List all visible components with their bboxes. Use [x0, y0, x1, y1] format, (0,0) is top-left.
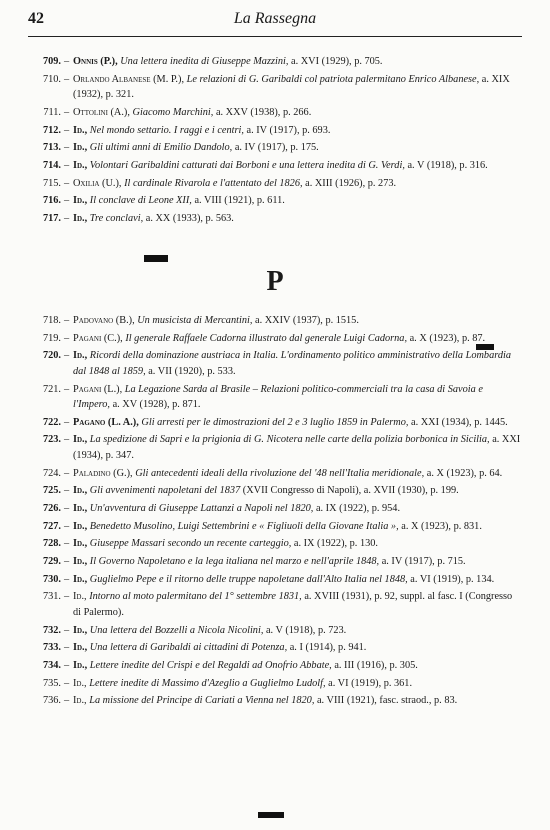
entry-citation: a. XVIII (1931), p. 92, suppl. al fasc. I (Congresso di Palermo).: [73, 591, 513, 618]
entry-author: Id.,: [73, 573, 88, 585]
entry-citation: a. VI (1919), p. 361.: [328, 677, 413, 689]
entry-body: [73, 519, 522, 535]
entry-body: [73, 415, 522, 431]
entry-title: Giuseppe Massari secondo un recente carteggio,: [89, 538, 292, 550]
entry-citation: a. XIX (1932), p. 321.: [73, 73, 510, 101]
entry-number: 733.: [42, 642, 61, 654]
entry-citation: a. IV (1917), p. 715.: [381, 556, 466, 568]
entry-title: Gli ultimi anni di Emilio Dandolo,: [89, 142, 233, 154]
bibliography-entry: [28, 572, 522, 588]
entry-citation: a. VIII (1921), p. 611.: [194, 195, 285, 207]
entry-number: 728.: [42, 538, 61, 550]
entry-title: Un musicista di Mercantini,: [137, 315, 253, 326]
entry-author: Id.,: [73, 485, 88, 497]
entry-number: 723.: [42, 434, 61, 446]
entry-dash: –: [64, 159, 70, 171]
page-number: 42: [28, 10, 44, 27]
entry-title: La spedizione di Sapri e la prigionia di G. Nicotera nelle carte della polizia borbonica in Sicilia,: [89, 434, 490, 446]
bibliography-entry: [28, 536, 522, 552]
entry-number: 713.: [42, 142, 61, 154]
entry-title: Il conclave di Leone XII,: [89, 195, 192, 207]
entry-number: 729.: [42, 556, 61, 568]
entry-body: [73, 382, 522, 413]
entry-number: 736.: [42, 695, 61, 707]
entry-dash: –: [64, 503, 70, 514]
bibliography-entry: [28, 123, 522, 139]
entry-body: [73, 623, 522, 639]
entry-title: Benedetto Musolino, Luigi Settembrini e « Figliuoli della Giovane Italia »,: [89, 520, 399, 532]
entry-author: Orlando Albanese (M. P.),: [73, 73, 185, 85]
ink-mark: [476, 344, 494, 350]
entry-dash: –: [64, 556, 70, 568]
entry-dash: –: [64, 520, 70, 532]
entry-author: Id.,: [73, 642, 88, 654]
entry-citation: a. IX (1922), p. 954.: [315, 503, 401, 514]
entry-author: Onnis (P.),: [73, 56, 118, 67]
entry-dash: –: [64, 142, 70, 154]
entry-body: [73, 501, 522, 517]
entry-body: [73, 466, 522, 482]
entry-citation: a. VII (1920), p. 533.: [148, 365, 236, 377]
entry-dash: –: [64, 383, 70, 395]
entry-number: 721.: [42, 383, 61, 395]
entry-body: [73, 658, 522, 674]
entry-body: [73, 176, 522, 192]
bibliography-entry: [28, 140, 522, 156]
entry-body: [73, 72, 522, 103]
entry-author: Id.,: [73, 159, 88, 171]
entry-author: Oxilia (U.),: [73, 177, 122, 189]
entry-title: Nel mondo settario. I raggi e i centri,: [89, 124, 244, 136]
entry-citation: a. XXI (1934), p. 1445.: [411, 416, 508, 428]
entry-title: Una lettera inedita di Giuseppe Mazzini,: [120, 56, 289, 67]
entry-author: Id.,: [73, 556, 88, 568]
bibliography-entry: [28, 415, 522, 431]
entry-dash: –: [64, 73, 70, 85]
entry-title: Ricordi della dominazione austriaca in Italia. L'ordinamento politico amministrativo della Lombardia dal 1848 al 1859,: [73, 350, 512, 377]
entry-citation: a. X (1923), p. 87.: [409, 332, 486, 344]
entry-number: 709.: [42, 56, 61, 67]
entry-body: [73, 536, 522, 552]
entry-title: Guglielmo Pepe e il ritorno delle truppe napoletane dall'Alto Italia nel 1848,: [89, 573, 408, 585]
entry-number: 725.: [42, 485, 61, 497]
entry-body: [73, 123, 522, 139]
entry-dash: –: [64, 56, 70, 67]
entry-title: Il generale Raffaele Cadorna illustrato dal generale Luigi Cadorna,: [125, 332, 408, 344]
bibliography-entry: [28, 72, 522, 103]
entry-title: Volontari Garibaldini catturati dai Borboni e una lettera inedita di G. Verdi,: [89, 159, 405, 171]
entry-author: Id.,: [73, 695, 87, 707]
entry-dash: –: [64, 538, 70, 550]
entry-citation: (XVII Congresso di Napoli), a. XVII (1930), p. 199.: [242, 485, 459, 497]
bibliography-entry: [28, 483, 522, 499]
entry-author: Id.,: [73, 434, 88, 446]
entry-author: Id.,: [73, 142, 88, 154]
entry-number: 720.: [42, 350, 61, 362]
entry-title: Gli avvenimenti napoletani del 1837: [89, 485, 241, 497]
entry-author: Pagani (C.),: [73, 332, 123, 344]
section-letter: P: [266, 266, 284, 297]
entry-author: Id.,: [73, 591, 87, 603]
entry-body: [73, 158, 522, 174]
bibliography-entry: [28, 658, 522, 674]
entry-number: 717.: [42, 213, 61, 224]
entry-citation: a. XVI (1929), p. 705.: [291, 56, 383, 67]
entry-author: Id.,: [73, 124, 88, 136]
entry-dash: –: [64, 416, 70, 428]
bibliography-entry: [28, 676, 522, 692]
bibliography-entry: [28, 331, 522, 347]
entry-citation: a. XX (1933), p. 563.: [145, 213, 234, 224]
entry-title: Una lettera di Garibaldi ai cittadini di Potenza,: [89, 642, 288, 654]
entry-author: Id.,: [73, 503, 88, 514]
entry-dash: –: [64, 106, 70, 118]
header-rule: [28, 36, 522, 37]
entry-number: 726.: [42, 503, 61, 514]
entry-citation: a. IX (1922), p. 130.: [293, 538, 378, 550]
bibliography-entry: [28, 348, 522, 379]
entry-number: 718.: [42, 315, 61, 326]
entry-citation: a. X (1923), p. 64.: [426, 467, 503, 479]
entry-body: [73, 211, 522, 227]
bibliography-entry: [28, 382, 522, 413]
bibliography-entry: [28, 105, 522, 121]
bibliography-entry: [28, 466, 522, 482]
entry-number: 712.: [42, 124, 61, 136]
entry-title: Lettere inedite di Massimo d'Azeglio a Guglielmo Ludolf,: [89, 677, 326, 689]
bibliography-entry: [28, 313, 522, 329]
entry-author: Id.,: [73, 195, 88, 207]
entry-dash: –: [64, 195, 70, 207]
entry-author: Id.,: [73, 624, 88, 636]
entry-dash: –: [64, 213, 70, 224]
entry-number: 710.: [42, 73, 61, 85]
bibliography-entry: [28, 589, 522, 620]
entry-number: 727.: [42, 520, 61, 532]
bibliography-entry: [28, 211, 522, 227]
entry-number: 715.: [42, 177, 61, 189]
entry-body: [73, 483, 522, 499]
entry-author: Padovano (B.),: [73, 315, 135, 326]
entry-body: [73, 348, 522, 379]
ink-mark: [144, 255, 168, 262]
entry-number: 711.: [43, 106, 61, 118]
entry-author: Pagani (L.),: [73, 383, 123, 395]
bibliography-entry: [28, 432, 522, 463]
entry-number: 722.: [42, 416, 61, 428]
bibliography-entry: [28, 176, 522, 192]
entry-citation: a. V (1918), p. 316.: [407, 159, 488, 171]
entry-dash: –: [64, 591, 70, 603]
entry-body: [73, 554, 522, 570]
entry-dash: –: [64, 573, 70, 585]
entry-dash: –: [64, 695, 70, 707]
entry-title: La missione del Principe di Cariati a Vienna nel 1820,: [89, 695, 315, 707]
entry-author: Ottolini (A.),: [73, 106, 130, 118]
entry-dash: –: [64, 332, 70, 344]
entry-body: [73, 676, 522, 692]
bibliography-entry: [28, 54, 522, 70]
entry-number: 719.: [42, 332, 61, 344]
entry-title: Giacomo Marchini,: [132, 106, 214, 118]
entry-number: 731.: [42, 591, 61, 603]
entry-body: [73, 140, 522, 156]
bibliography-entry: [28, 640, 522, 656]
entry-citation: a. IV (1917), p. 693.: [246, 124, 331, 136]
entry-citation: a. XXV (1938), p. 266.: [215, 106, 312, 118]
bibliography-entry: [28, 501, 522, 517]
entry-dash: –: [64, 124, 70, 136]
entry-author: Id.,: [73, 538, 88, 550]
entry-body: [73, 105, 522, 121]
entry-number: 724.: [42, 467, 61, 479]
entry-title: La Legazione Sarda al Brasile – Relazioni politico-commerciali tra la casa di Savoia e l'Impero,: [73, 383, 483, 411]
entry-body: [73, 640, 522, 656]
running-title: La Rassegna: [233, 10, 317, 27]
page-header: [28, 10, 522, 34]
entry-body: [73, 432, 522, 463]
entry-title: Gli arresti per le dimostrazioni del 2 e 3 luglio 1859 in Palermo,: [141, 416, 409, 428]
entry-dash: –: [64, 624, 70, 636]
entry-title: Il Governo Napoletano e la lega italiana nel marzo e nell'aprile 1848,: [89, 556, 380, 568]
bibliography-entry: [28, 623, 522, 639]
bibliography-entry: [28, 193, 522, 209]
entry-number: 716.: [42, 195, 61, 207]
bibliography-entry: [28, 519, 522, 535]
entry-dash: –: [64, 315, 70, 326]
entry-number: 734.: [42, 660, 61, 671]
entry-title: Gli antecedenti ideali della rivoluzione del '48 nell'Italia meridionale,: [135, 467, 425, 479]
entry-title: Il cardinale Rivarola e l'attentato del 1826,: [124, 177, 303, 189]
entry-author: Paladino (G.),: [73, 467, 133, 479]
entry-citation: a. XXI (1934), p. 347.: [73, 434, 521, 461]
entry-author: Id.,: [73, 350, 88, 362]
entry-body: [73, 54, 522, 70]
entry-body: [73, 589, 522, 620]
entry-body: [73, 693, 522, 709]
bibliography-entry: [28, 554, 522, 570]
entry-author: Id.,: [73, 213, 88, 224]
bibliography-entry: [28, 158, 522, 174]
entry-dash: –: [64, 177, 70, 189]
entry-body: [73, 313, 522, 329]
entry-number: 735.: [42, 677, 61, 689]
entry-title: Tre conclavi,: [89, 213, 144, 224]
entry-title: Intorno al moto palermitano del 1° settembre 1831,: [89, 591, 302, 603]
entry-citation: a. XIII (1926), p. 273.: [305, 177, 397, 189]
entry-dash: –: [64, 467, 70, 479]
entry-body: [73, 331, 522, 347]
bibliography-entry: [28, 693, 522, 709]
entry-citation: a. I (1914), p. 941.: [289, 642, 367, 654]
entry-citation: a. VIII (1921), fasc. straod., p. 83.: [316, 695, 458, 707]
entry-dash: –: [64, 660, 70, 671]
entry-citation: a. IV (1917), p. 175.: [234, 142, 319, 154]
entry-number: 730.: [42, 573, 61, 585]
entry-author: Id.,: [73, 677, 87, 689]
entry-citation: a. III (1916), p. 305.: [334, 660, 418, 671]
ink-mark: [258, 812, 284, 818]
entry-dash: –: [64, 350, 70, 362]
entry-number: 732.: [42, 624, 61, 636]
entry-dash: –: [64, 434, 70, 446]
entry-title: Un'avventura di Giuseppe Lattanzi a Napoli nel 1820,: [89, 503, 314, 514]
entry-citation: a. V (1918), p. 723.: [265, 624, 347, 636]
entry-citation: a. X (1923), p. 831.: [401, 520, 482, 532]
entry-number: 714.: [42, 159, 61, 171]
entry-author: Id.,: [73, 660, 88, 671]
entry-title: Lettere inedite del Crispi e del Regaldi ad Onofrio Abbate,: [89, 660, 332, 671]
entry-dash: –: [64, 642, 70, 654]
entry-citation: a. XXIV (1937), p. 1515.: [255, 315, 359, 326]
entry-body: [73, 572, 522, 588]
entry-dash: –: [64, 485, 70, 497]
entry-body: [73, 193, 522, 209]
entry-title: Le relazioni di G. Garibaldi col patriota palermitano Enrico Albanese,: [186, 73, 480, 85]
entry-citation: a. XV (1928), p. 871.: [112, 399, 201, 411]
entries-p-section: [28, 313, 522, 711]
entries-o-section: [28, 54, 522, 229]
entry-dash: –: [64, 677, 70, 689]
entry-title: Una lettera del Bozzelli a Nicola Nicolini,: [89, 624, 264, 636]
entry-author: Pagano (L. A.),: [73, 416, 139, 428]
entry-author: Id.,: [73, 520, 88, 532]
entry-citation: a. VI (1919), p. 134.: [410, 573, 495, 585]
